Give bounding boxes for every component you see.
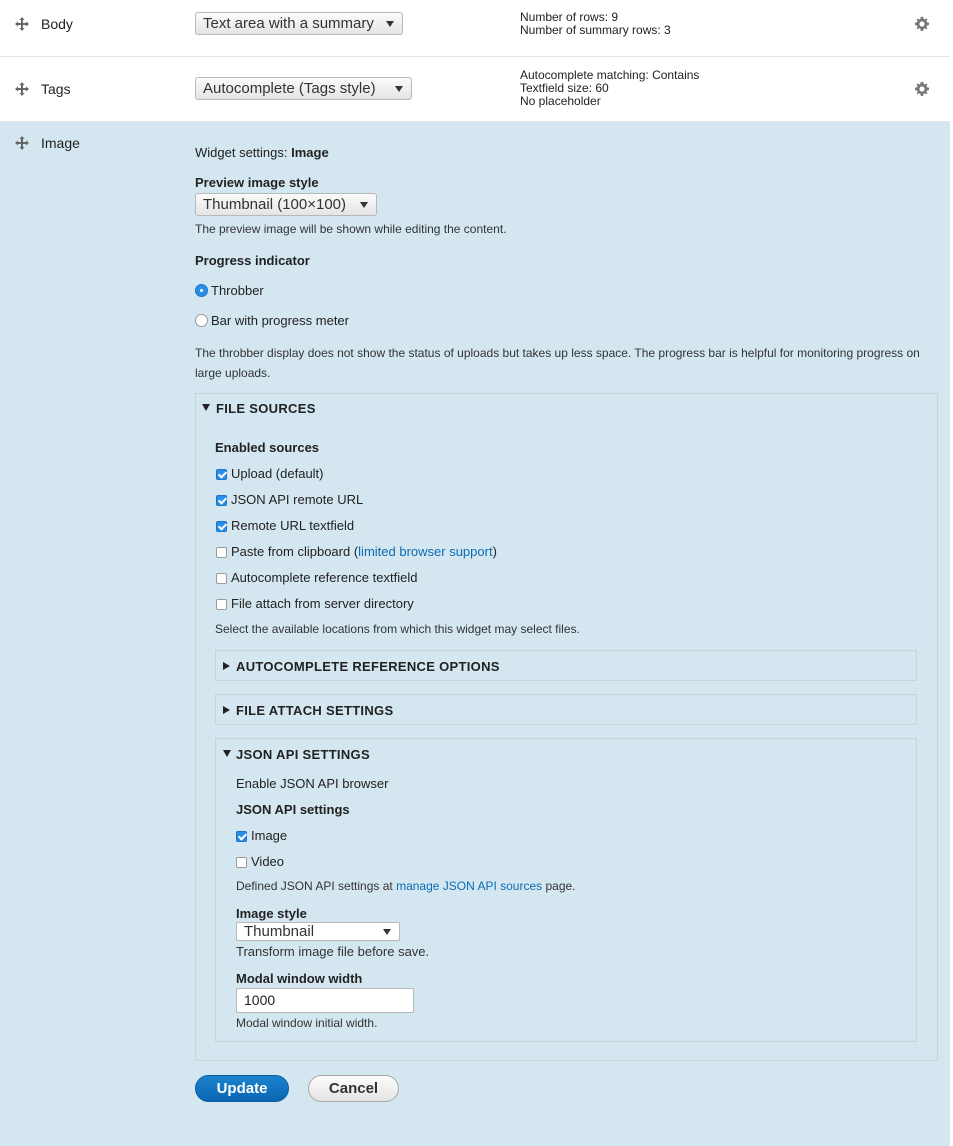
update-button[interactable]: Update [195, 1075, 289, 1102]
image-style-description: Transform image file before save. [236, 944, 430, 959]
drag-handle-icon[interactable] [14, 81, 30, 97]
checkbox-file-attach[interactable] [216, 599, 227, 610]
summary-line: Number of summary rows: 3 [520, 23, 671, 37]
checkbox-json-image[interactable] [236, 831, 247, 842]
modal-width-input[interactable]: 1000 [236, 988, 414, 1013]
image-style-label: Image style [236, 906, 307, 921]
file-sources-description: Select the available locations from which this widget may select files. [215, 622, 580, 636]
checkbox-json-api-remote-url-label: JSON API remote URL [231, 492, 364, 507]
widget-summary [520, 11, 671, 37]
field-row-body [0, 0, 950, 57]
paste-clipboard-text: Paste from clipboard ( [231, 544, 359, 559]
checkbox-autocomplete-reference[interactable] [216, 573, 227, 584]
gear-icon[interactable] [914, 81, 930, 97]
chevron-down-icon [386, 21, 394, 27]
json-api-settings-label: JSON API settings [236, 802, 350, 817]
summary-line: Number of rows: 9 [520, 10, 619, 24]
checkbox-json-api-remote-url[interactable] [216, 495, 227, 506]
defined-suffix: page. [542, 879, 576, 893]
widget-select-value: Text area with a summary [203, 15, 374, 32]
widget-select[interactable] [195, 77, 412, 100]
cancel-button[interactable]: Cancel [308, 1075, 399, 1102]
collapse-triangle-icon[interactable] [202, 404, 210, 411]
json-api-title[interactable]: JSON API SETTINGS [236, 747, 370, 762]
gear-icon[interactable] [914, 16, 930, 32]
radio-progress-bar-label: Bar with progress meter [211, 313, 349, 328]
defined-prefix: Defined JSON API settings at [236, 879, 397, 893]
radio-throbber[interactable] [195, 284, 208, 297]
paste-clipboard-suffix: ) [492, 544, 497, 559]
progress-indicator-label: Progress indicator [195, 253, 310, 268]
image-style-select[interactable] [236, 922, 400, 941]
chevron-down-icon [360, 202, 368, 208]
checkbox-json-image-label: Image [251, 828, 288, 843]
checkbox-paste-clipboard[interactable] [216, 547, 227, 558]
field-name: Image [41, 135, 80, 151]
widget-select[interactable] [195, 12, 403, 35]
enabled-sources-label: Enabled sources [215, 440, 320, 455]
summary-line: No placeholder [520, 94, 601, 108]
checkbox-upload-label: Upload (default) [231, 466, 324, 481]
preview-style-description: The preview image will be shown while editing the content. [195, 222, 507, 236]
modal-width-label: Modal window width [236, 971, 363, 986]
checkbox-json-video[interactable] [236, 857, 247, 868]
widget-select-value: Autocomplete (Tags style) [203, 80, 376, 97]
manage-json-api-sources-link[interactable]: manage JSON API sources [396, 879, 543, 893]
checkbox-remote-url-textfield-label: Remote URL textfield [231, 518, 355, 533]
preview-style-label: Preview image style [195, 175, 319, 190]
chevron-down-icon [395, 86, 403, 92]
expand-triangle-icon[interactable] [223, 706, 230, 714]
field-row-tags [0, 57, 950, 122]
enable-json-api-label: Enable JSON API browser [236, 776, 389, 791]
file-sources-title[interactable]: FILE SOURCES [216, 401, 316, 416]
checkbox-file-attach-label: File attach from server directory [231, 596, 414, 611]
checkbox-json-video-label: Video [251, 854, 285, 869]
progress-indicator-description [195, 343, 940, 383]
field-name: Body [41, 16, 73, 32]
progress-desc-line: large uploads. [195, 366, 271, 380]
preview-style-value: Thumbnail (100×100) [203, 196, 347, 213]
drag-handle-icon[interactable] [14, 135, 30, 151]
preview-style-select[interactable] [195, 193, 377, 216]
drag-handle-icon[interactable] [14, 16, 30, 32]
collapse-triangle-icon[interactable] [223, 750, 231, 757]
checkbox-autocomplete-reference-label: Autocomplete reference textfield [231, 570, 418, 585]
radio-throbber-label: Throbber [211, 283, 264, 298]
field-name: Tags [41, 81, 71, 97]
modal-width-description: Modal window initial width. [236, 1016, 378, 1030]
summary-line: Autocomplete matching: Contains [520, 68, 700, 82]
autocomplete-reference-title[interactable]: AUTOCOMPLETE REFERENCE OPTIONS [236, 659, 500, 674]
checkbox-paste-clipboard-label [231, 544, 497, 559]
limited-browser-support-link[interactable]: limited browser support [358, 544, 493, 559]
widget-settings-heading [195, 145, 329, 160]
image-style-value: Thumbnail [244, 923, 315, 940]
widget-settings-prefix: Widget settings: [195, 145, 288, 160]
file-attach-title[interactable]: FILE ATTACH SETTINGS [236, 703, 394, 718]
radio-progress-bar[interactable] [195, 314, 208, 327]
chevron-down-icon [383, 929, 391, 935]
summary-line: Textfield size: 60 [520, 81, 609, 95]
expand-triangle-icon[interactable] [223, 662, 230, 670]
widget-summary [520, 69, 699, 108]
checkbox-remote-url-textfield[interactable] [216, 521, 227, 532]
checkbox-upload[interactable] [216, 469, 227, 480]
progress-desc-line: The throbber display does not show the status of uploads but takes up less space. The progress bar is helpful for monitoring progress on [195, 346, 920, 360]
widget-settings-name: Image [291, 145, 329, 160]
json-api-defined-description [236, 879, 576, 893]
